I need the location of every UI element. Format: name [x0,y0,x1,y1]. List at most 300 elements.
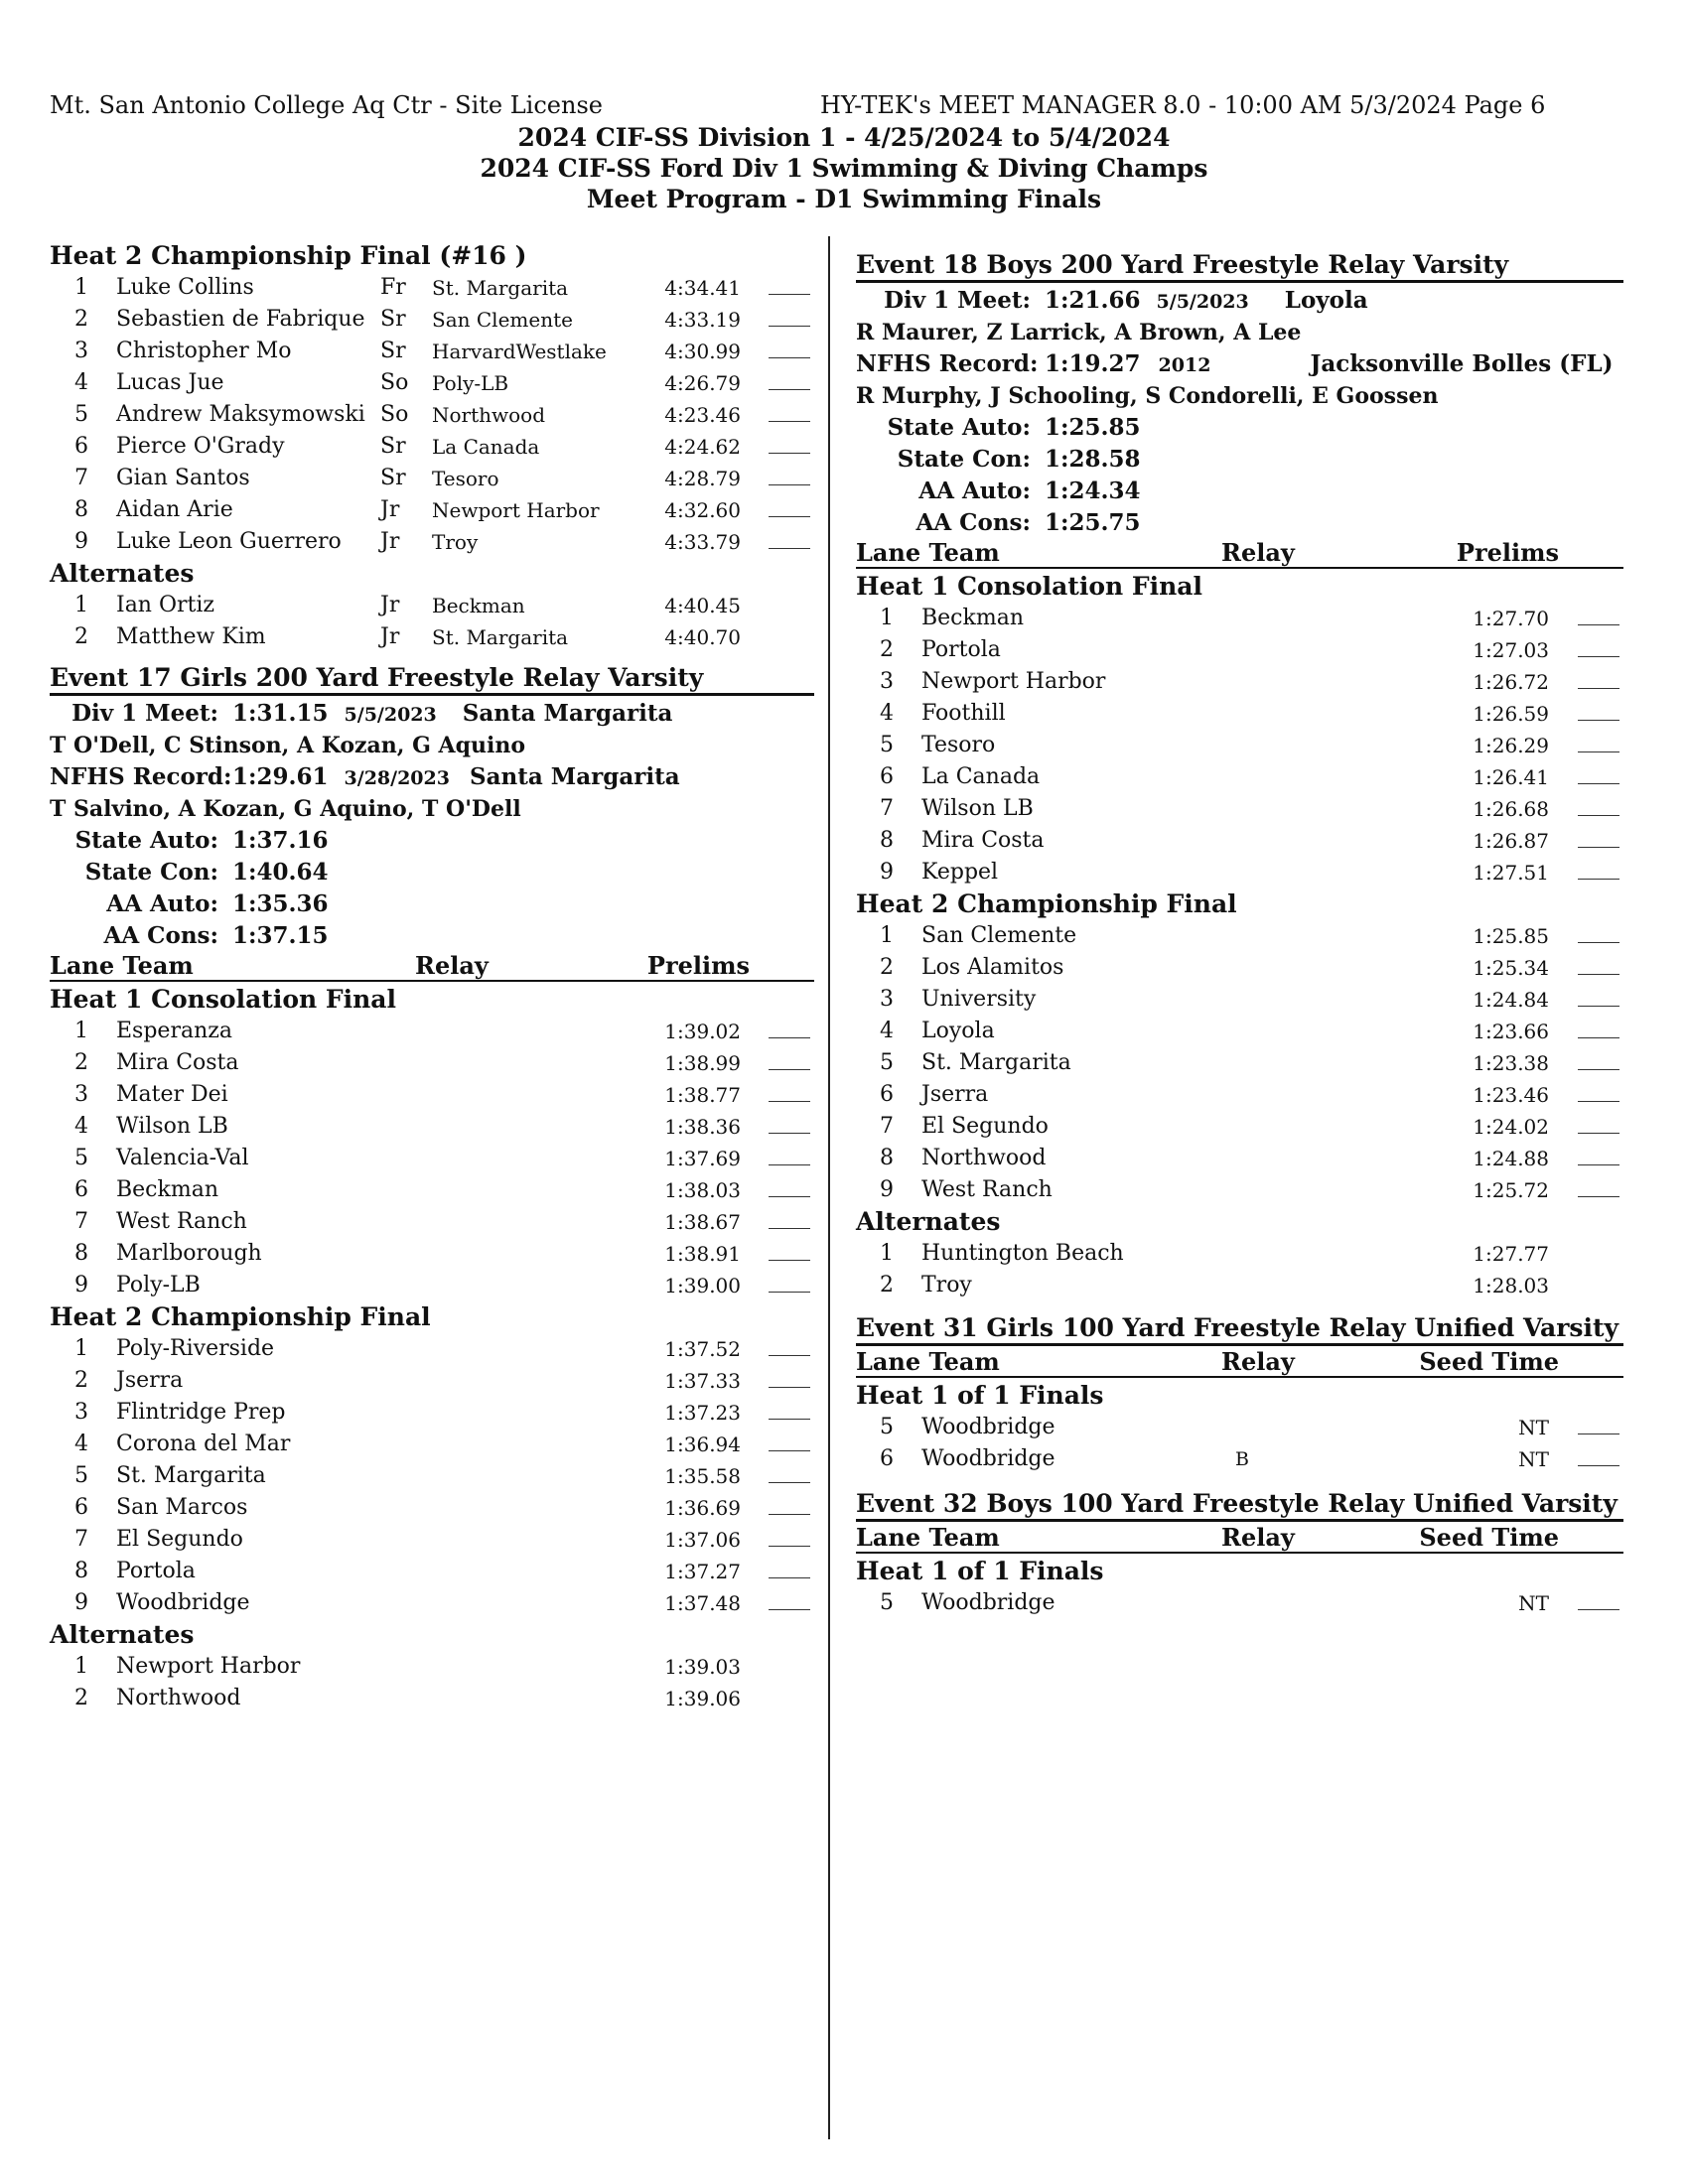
event-title: Event 18 Boys 200 Yard Freestyle Relay Varsity [856,250,1623,283]
result-blank-line [1578,1196,1619,1197]
left-column [50,240,814,1714]
table-row [50,1206,814,1238]
table-row [856,920,1623,952]
team-name: Beckman [116,1177,218,1202]
result-blank-line [1578,815,1619,816]
lane-number: 7 [880,796,894,821]
lane-number: 3 [74,1400,88,1425]
alternates-list [856,1238,1623,1301]
seed-time: 1:38.77 [664,1083,741,1107]
team-name: University [921,987,1037,1012]
team-name: Northwood [921,1146,1047,1170]
record-nfhs [50,761,814,793]
lane-number: 1 [880,606,894,630]
seed-time: 1:38.67 [664,1210,741,1234]
lane-team-header: Lane Team [856,538,1000,567]
seed-time: 1:24.02 [1473,1115,1549,1139]
team-name: Woodbridge [921,1415,1055,1439]
team-name: Jserra [116,1368,184,1393]
lane-number: 6 [880,764,894,789]
table-row [50,1587,814,1619]
seed-time: NT [1518,1591,1549,1615]
team-name: Los Alamitos [921,955,1064,980]
team-name: San Clemente [921,923,1077,948]
seed-time: 1:25.72 [1473,1178,1549,1202]
swimmer-name: Luke Collins [116,275,254,300]
swimmer-year: So [380,402,409,427]
result-blank-line [769,1101,810,1102]
seed-time: 1:26.87 [1473,829,1549,853]
result-blank-line [1578,974,1619,975]
lane-number: 2 [74,1368,88,1393]
result-blank-line [769,1228,810,1229]
standard-aa-cons [856,507,1623,539]
standard-time: 1:25.75 [1045,509,1141,536]
heat-title: Heat 2 Championship Final [50,1302,431,1331]
swimmer-name: Gian Santos [116,466,250,490]
record-date: 5/5/2023 [1156,291,1249,313]
record-label: NFHS Record: [856,350,1039,377]
meet-title: 2024 CIF-SS Division 1 - 4/25/2024 to 5/4/2024 [517,123,1171,152]
lane-number: 3 [74,339,88,363]
seed-time: 4:23.46 [664,403,741,427]
lane-number: 2 [74,624,88,649]
seed-time: 4:33.79 [664,530,741,554]
seed-time: 1:37.23 [664,1401,741,1425]
lane-number: 5 [880,1415,894,1439]
prelims-header: Prelims [1456,538,1559,567]
seed-time: 4:26.79 [664,371,741,395]
column-headers [856,1348,1623,1378]
record-time: 1:21.66 [1045,287,1141,314]
record-swimmers: R Murphy, J Schooling, S Condorelli, E Goossen [856,383,1439,409]
result-blank-line [1578,624,1619,625]
seed-time: 1:26.41 [1473,765,1549,789]
lane-number: 4 [74,1114,88,1139]
result-blank-line [769,357,810,358]
lane-team-header: Lane Team [856,1347,1000,1376]
standard-time: 1:35.36 [232,890,329,917]
standard-time: 1:40.64 [232,859,329,886]
program-title: Meet Program - D1 Swimming Finals [586,185,1102,213]
team-name: El Segundo [921,1114,1049,1139]
table-row [856,603,1623,634]
table-row [50,1238,814,1270]
team-name: Poly-Riverside [116,1336,275,1361]
lane-number: 2 [74,307,88,332]
result-blank-line [1578,1133,1619,1134]
seed-time: 1:26.68 [1473,797,1549,821]
result-blank-line [1578,942,1619,943]
table-row [856,1238,1623,1270]
table-row [856,1587,1623,1619]
table-row [50,1460,814,1492]
lane-number: 4 [74,1432,88,1456]
seed-time: 4:40.45 [664,594,741,617]
team-name: Troy [921,1273,972,1297]
table-row [50,272,814,304]
table-row [50,1651,814,1683]
table-row [50,1333,814,1365]
team-name: Portola [921,637,1001,662]
lane-number: 5 [880,1050,894,1075]
lane-team-header: Lane Team [856,1523,1000,1552]
seed-time: 1:27.77 [1473,1242,1549,1266]
result-blank-line [1578,847,1619,848]
lane-number: 7 [880,1114,894,1139]
result-blank-line [1578,688,1619,689]
result-blank-line [769,1069,810,1070]
result-blank-line [769,1196,810,1197]
lane-number: 1 [880,923,894,948]
table-row [856,1412,1623,1443]
result-blank-line [769,1292,810,1293]
seed-time: 1:37.06 [664,1528,741,1552]
table-row [50,1429,814,1460]
seed-time: 1:24.84 [1473,988,1549,1012]
lane-number: 2 [880,637,894,662]
lane-number: 3 [880,669,894,694]
standard-state-auto [50,825,814,857]
result-blank-line [769,1387,810,1388]
school-name: Beckman [432,594,525,617]
seed-time: 1:39.06 [664,1687,741,1710]
seed-time: 1:26.59 [1473,702,1549,726]
record-swimmers: T O'Dell, C Stinson, A Kozan, G Aquino [50,733,526,758]
alternates-title: Alternates [50,559,195,588]
seed-time: 4:34.41 [664,276,741,300]
result-blank-line [769,484,810,485]
team-name: West Ranch [116,1209,247,1234]
team-name: Wilson LB [921,796,1034,821]
table-row [856,857,1623,888]
team-name: Wilson LB [116,1114,228,1139]
seed-time: 4:40.70 [664,625,741,649]
lane-number: 8 [880,1146,894,1170]
team-name: Loyola [921,1019,995,1043]
team-name: Jserra [921,1082,989,1107]
seed-time: NT [1518,1416,1549,1439]
team-name: Mira Costa [921,828,1045,853]
table-row [50,1016,814,1047]
seed-time: 1:36.69 [664,1496,741,1520]
seed-time: 1:38.99 [664,1051,741,1075]
lane-number: 2 [880,1273,894,1297]
result-blank-line [1578,1101,1619,1102]
alternates-title: Alternates [856,1207,1001,1236]
table-row [856,1016,1623,1047]
seed-time: 1:37.27 [664,1560,741,1583]
event-title: Event 32 Boys 100 Yard Freestyle Relay Unified Varsity [856,1489,1623,1522]
school-name: La Canada [432,435,540,459]
record-div1 [50,698,814,730]
standard-time: 1:24.34 [1045,478,1141,504]
standard-label: State Con: [84,859,218,886]
result-blank-line [769,326,810,327]
standard-label: State Auto: [74,827,218,854]
result-blank-line [769,421,810,422]
lane-number: 7 [74,1209,88,1234]
team-name: West Ranch [921,1177,1053,1202]
lane-number: 5 [74,402,88,427]
record-time: 1:29.61 [232,763,329,790]
table-row [50,399,814,431]
lane-number: 4 [74,370,88,395]
alternates-title: Alternates [50,1620,195,1649]
result-blank-line [1578,1465,1619,1466]
seed-time: 1:25.34 [1473,956,1549,980]
team-name: Huntington Beach [921,1241,1124,1266]
result-blank-line [769,1355,810,1356]
standard-time: 1:37.16 [232,827,329,854]
team-name: St. Margarita [116,1463,266,1488]
team-name: Corona del Mar [116,1432,291,1456]
relay-header: Relay [1221,1347,1295,1376]
school-name: San Clemente [432,308,573,332]
table-row [50,1174,814,1206]
standard-label: AA Cons: [915,509,1031,536]
result-blank-line [769,548,810,549]
team-name: Foothill [921,701,1006,726]
team-name: Marlborough [116,1241,262,1266]
seed-time: 1:38.91 [664,1242,741,1266]
result-blank-line [769,1577,810,1578]
seed-time: 1:37.52 [664,1337,741,1361]
table-row [856,952,1623,984]
lane-number: 1 [74,593,88,617]
result-blank-line [1578,720,1619,721]
seed-time: 1:37.69 [664,1147,741,1170]
lane-number: 6 [880,1446,894,1471]
result-blank-line [1578,783,1619,784]
result-blank-line [1578,1164,1619,1165]
seed-time: 1:39.03 [664,1655,741,1679]
table-row [856,634,1623,666]
result-blank-line [1578,656,1619,657]
event-title: Event 31 Girls 100 Yard Freestyle Relay Unified Varsity [856,1313,1623,1346]
table-row [856,793,1623,825]
standard-label: AA Cons: [103,922,218,949]
team-name: Mater Dei [116,1082,228,1107]
team-name: Keppel [921,860,999,885]
record-time: 1:19.27 [1045,350,1141,377]
result-blank-line [769,1514,810,1515]
table-row [50,336,814,367]
lane-number: 2 [74,1686,88,1710]
seed-time: 4:33.19 [664,308,741,332]
lane-number: 7 [74,466,88,490]
heat-title: Heat 1 Consolation Final [856,572,1202,601]
result-blank-line [769,1164,810,1165]
seed-time: 1:23.66 [1473,1020,1549,1043]
table-row [856,1143,1623,1174]
relay-heat-list [50,1016,814,1301]
seed-time: 4:32.60 [664,498,741,522]
seed-time: 4:24.62 [664,435,741,459]
table-row [50,367,814,399]
team-name: Portola [116,1559,196,1583]
software-page-info: HY-TEK's MEET MANAGER 8.0 - 10:00 AM 5/3/2024 Page 6 [820,91,1546,119]
team-name: El Segundo [116,1527,243,1552]
standard-state-con [50,857,814,888]
table-row [50,1079,814,1111]
result-blank-line [1578,1006,1619,1007]
standard-time: 1:25.85 [1045,414,1141,441]
seed-time: 1:39.00 [664,1274,741,1297]
seed-time: 1:26.72 [1473,670,1549,694]
record-team: Loyola [1284,287,1368,314]
lane-number: 4 [880,1019,894,1043]
record-swimmers: T Salvino, A Kozan, G Aquino, T O'Dell [50,796,521,822]
table-row [856,761,1623,793]
swimmer-name: Pierce O'Grady [116,434,285,459]
seed-time: 1:27.03 [1473,638,1549,662]
record-nfhs [856,348,1623,380]
seed-time-header: Seed Time [1419,1523,1559,1552]
swimmer-year: So [380,370,409,395]
column-divider [828,236,830,2139]
table-row [50,1556,814,1587]
team-name: Northwood [116,1686,241,1710]
record-time: 1:31.15 [232,700,329,727]
seed-time: 1:23.46 [1473,1083,1549,1107]
lane-number: 9 [74,529,88,554]
result-blank-line [1578,1037,1619,1038]
table-row [856,984,1623,1016]
record-team: Santa Margarita [469,763,680,790]
table-row [50,494,814,526]
team-name: Valencia-Val [116,1146,249,1170]
seed-time: 1:27.51 [1473,861,1549,885]
lane-number: 6 [880,1082,894,1107]
team-name: La Canada [921,764,1041,789]
school-name: St. Margarita [432,625,569,649]
team-name: Tesoro [921,733,996,757]
team-name: Newport Harbor [116,1654,301,1679]
seed-time: 1:24.88 [1473,1147,1549,1170]
swimmer-year: Fr [380,275,406,300]
seed-time: NT [1518,1447,1549,1471]
relay-letter: B [1235,1448,1249,1470]
relay-header: Relay [415,951,489,980]
result-blank-line [769,1419,810,1420]
standard-label: State Con: [897,446,1031,473]
relay-heat-list [856,1412,1623,1475]
standard-aa-auto [50,888,814,920]
school-name: Troy [432,530,479,554]
table-row [50,526,814,558]
record-label: NFHS Record: [50,763,232,790]
table-row [856,1079,1623,1111]
standard-label: State Auto: [887,414,1031,441]
swimmer-name: Sebastien de Fabrique [116,307,365,332]
standard-time: 1:28.58 [1045,446,1141,473]
swimmer-name: Matthew Kim [116,624,266,649]
lane-number: 2 [74,1050,88,1075]
table-row [50,1111,814,1143]
standard-label: AA Auto: [918,478,1031,504]
alternates-list [50,1651,814,1714]
team-name: Poly-LB [116,1273,201,1297]
seed-time: 1:25.85 [1473,924,1549,948]
seed-time: 1:36.94 [664,1433,741,1456]
table-row [856,1443,1623,1475]
standard-time: 1:37.15 [232,922,329,949]
school-name: Newport Harbor [432,498,600,522]
seed-time: 1:23.38 [1473,1051,1549,1075]
result-blank-line [1578,879,1619,880]
lane-number: 1 [74,275,88,300]
seed-time: 1:35.58 [664,1464,741,1488]
individual-heat-list [50,272,814,558]
result-blank-line [769,1450,810,1451]
lane-number: 6 [74,1177,88,1202]
team-name: Flintridge Prep [116,1400,286,1425]
result-blank-line [769,1609,810,1610]
column-headers [50,952,814,982]
relay-heat-list [856,603,1623,888]
lane-number: 2 [880,955,894,980]
record-label: Div 1 Meet: [884,287,1031,314]
result-blank-line [769,1482,810,1483]
lane-number: 9 [880,860,894,885]
record-team: Santa Margarita [462,700,673,727]
swimmer-name: Andrew Maksymowski [116,402,365,427]
column-headers [856,539,1623,569]
seed-time: 1:37.33 [664,1369,741,1393]
table-row [50,1683,814,1714]
table-row [50,1365,814,1397]
seed-time: 4:28.79 [664,467,741,490]
alternates-list [50,590,814,653]
lane-number: 8 [74,1241,88,1266]
standard-label: AA Auto: [106,890,218,917]
lane-number: 1 [880,1241,894,1266]
swimmer-year: Sr [380,307,406,332]
relay-heat-list [856,920,1623,1206]
result-blank-line [769,294,810,295]
lane-number: 3 [74,1082,88,1107]
school-name: Tesoro [432,467,499,490]
swimmer-year: Jr [380,529,400,554]
table-row [50,1270,814,1301]
lane-number: 6 [74,434,88,459]
team-name: Woodbridge [116,1590,250,1615]
seed-time: 4:30.99 [664,340,741,363]
lane-number: 5 [880,1590,894,1615]
table-row [50,1397,814,1429]
table-row [856,1111,1623,1143]
record-date: 5/5/2023 [344,704,437,726]
lane-number: 8 [74,497,88,522]
standard-state-con [856,444,1623,476]
relay-heat-list [856,1587,1623,1619]
seed-time: 1:38.36 [664,1115,741,1139]
heat-title: Heat 1 of 1 Finals [856,1557,1104,1585]
table-row [50,590,814,621]
swimmer-name: Ian Ortiz [116,593,214,617]
result-blank-line [769,1037,810,1038]
table-row [856,666,1623,698]
swimmer-name: Lucas Jue [116,370,224,395]
team-name: San Marcos [116,1495,248,1520]
site-license-text: Mt. San Antonio College Aq Ctr - Site License [50,91,603,119]
result-blank-line [769,516,810,517]
column-headers [856,1524,1623,1554]
table-row [50,621,814,653]
relay-header: Relay [1221,538,1295,567]
team-name: Woodbridge [921,1590,1055,1615]
